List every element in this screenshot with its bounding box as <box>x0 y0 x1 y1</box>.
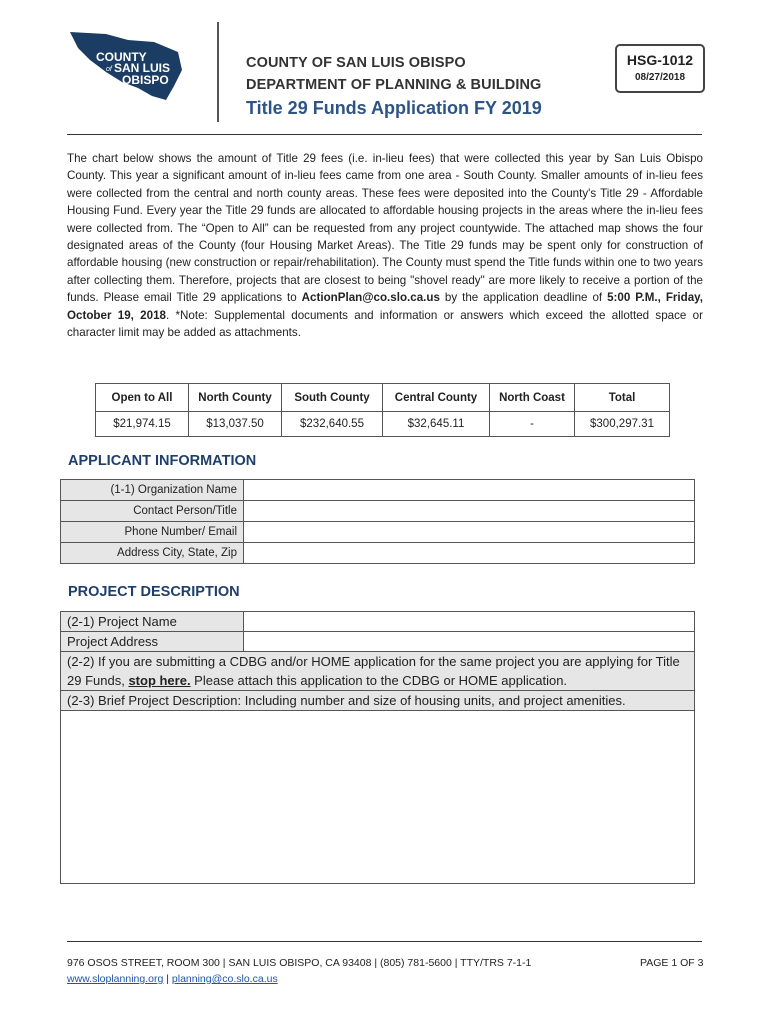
footer-separator: | <box>166 973 169 985</box>
project-name-row <box>61 612 695 632</box>
website-link[interactable]: www.sloplanning.org <box>67 973 164 985</box>
fees-value-row <box>96 412 670 437</box>
address-field[interactable] <box>244 543 695 564</box>
fees-value-total: $300,297.31 <box>575 412 670 437</box>
footer-address: 976 OSOS STREET, ROOM 300 | SAN LUIS OBISPO, CA 93408 | (805) 781-5600 | TTY/TRS 7-1-1 <box>67 957 532 969</box>
organization-name-label: (1-1) Organization Name <box>61 480 244 501</box>
page-title: Title 29 Funds Application FY 2019 <box>246 98 542 118</box>
intro-text-2: by the application deadline of <box>439 291 608 305</box>
form-code: HSG-1012 <box>626 52 694 68</box>
project-address-label: Project Address <box>61 632 244 652</box>
project-heading: PROJECT DESCRIPTION <box>68 584 240 600</box>
agency-line-2: DEPARTMENT OF PLANNING & BUILDING <box>246 77 542 93</box>
agency-name <box>246 52 541 96</box>
cdbg-question-row <box>61 652 695 691</box>
fees-value-north-county: $13,037.50 <box>189 412 282 437</box>
project-table <box>60 611 695 884</box>
fees-value-north-coast: - <box>490 412 575 437</box>
applicant-table <box>60 479 695 564</box>
project-description-label: (2-3) Brief Project Description: Including number and size of housing units, and project amenities. <box>61 691 695 711</box>
cdbg-question <box>61 652 695 691</box>
fees-header-open-to-all: Open to All <box>96 384 189 412</box>
intro-text-3: . *Note: Supplemental documents and information or answers which exceed the allotted space or character limit may be added as attachments. <box>67 308 703 340</box>
fees-value-south-county: $232,640.55 <box>282 412 383 437</box>
applicant-row <box>61 522 695 543</box>
stop-here-text: stop here. <box>128 673 191 688</box>
contact-person-field[interactable] <box>244 501 695 522</box>
logo-word-4: OBISPO <box>122 73 169 87</box>
fees-header-north-county: North County <box>189 384 282 412</box>
fees-value-central-county: $32,645.11 <box>383 412 490 437</box>
fees-header-north-coast: North Coast <box>490 384 575 412</box>
fees-header-south-county: South County <box>282 384 383 412</box>
agency-line-1: COUNTY OF SAN LUIS OBISPO <box>246 55 466 71</box>
description-label-row <box>61 691 695 711</box>
project-name-label: (2-1) Project Name <box>61 612 244 632</box>
form-code-box <box>615 44 705 93</box>
deadline: 5:00 P.M., Friday, October 19, 2018 <box>67 291 703 322</box>
project-name-field[interactable] <box>244 612 695 632</box>
organization-name-field[interactable] <box>244 480 695 501</box>
fees-value-open-to-all: $21,974.15 <box>96 412 189 437</box>
footer-rule <box>67 941 702 942</box>
intro-text-1: The chart below shows the amount of Title 29 fees (i.e. in-lieu fees) that were collected this year by San Luis Obispo County. This year a significant amount of in-lieu fees came from one area - South County. Smaller amounts of in-lieu fees were collected from the central and north county areas. These fees were deposited into the County's Title 29 - Affordable Housing Fund. Every year the Title 29 funds are allocated to affordable housing projects in the areas where the in-lieu fees were collected from. The “Open to All” can be requested from any project countywide. The attached map shows the four designated areas of the County (four Housing Market Areas). The Title 29 funds may be spent only for construction of affordable housing (new construction or repair/rehabilitation). The County must spend the Title funds within one to two years after collecting them. Therefore, projects that are closest to being "shovel ready" are more likely to receive a portion of the funds. Please email Title 29 applications to <box>67 152 703 305</box>
header-rule <box>67 134 702 135</box>
contact-person-label: Contact Person/Title <box>61 501 244 522</box>
email-link[interactable]: planning@co.slo.ca.us <box>171 973 278 985</box>
cdbg-question-text-1: (2-2) If you are submitting a CDBG and/or HOME application for the same project you are applying for Title 29 Funds, <box>67 654 680 688</box>
applicant-row <box>61 501 695 522</box>
address-label: Address City, State, Zip <box>61 543 244 564</box>
submission-email: ActionPlan@co.slo.ca.us <box>301 291 440 305</box>
applicant-row <box>61 543 695 564</box>
page-number: PAGE 1 OF 3 <box>640 957 704 969</box>
cdbg-question-text-2: Please attach this application to the CDBG or HOME application. <box>190 673 568 688</box>
fees-header-total: Total <box>575 384 670 412</box>
phone-email-field[interactable] <box>244 522 695 543</box>
fees-header-central-county: Central County <box>383 384 490 412</box>
header-divider <box>217 22 219 122</box>
fees-header-row <box>96 384 670 412</box>
county-logo <box>66 30 184 102</box>
project-description-field[interactable] <box>61 711 695 884</box>
footer-links <box>67 973 278 985</box>
applicant-heading: APPLICANT INFORMATION <box>68 453 257 469</box>
project-address-row <box>61 632 695 652</box>
logo-word-2: of <box>106 66 112 73</box>
phone-email-label: Phone Number/ Email <box>61 522 244 543</box>
project-address-field[interactable] <box>244 632 695 652</box>
form-date: 08/27/2018 <box>634 72 686 83</box>
logo-word-1: COUNTY <box>96 50 147 64</box>
description-area-row <box>61 711 695 884</box>
fees-table <box>95 383 670 437</box>
intro-paragraph <box>67 150 703 341</box>
applicant-row <box>61 480 695 501</box>
logo-word-3: SAN LUIS <box>114 61 171 75</box>
